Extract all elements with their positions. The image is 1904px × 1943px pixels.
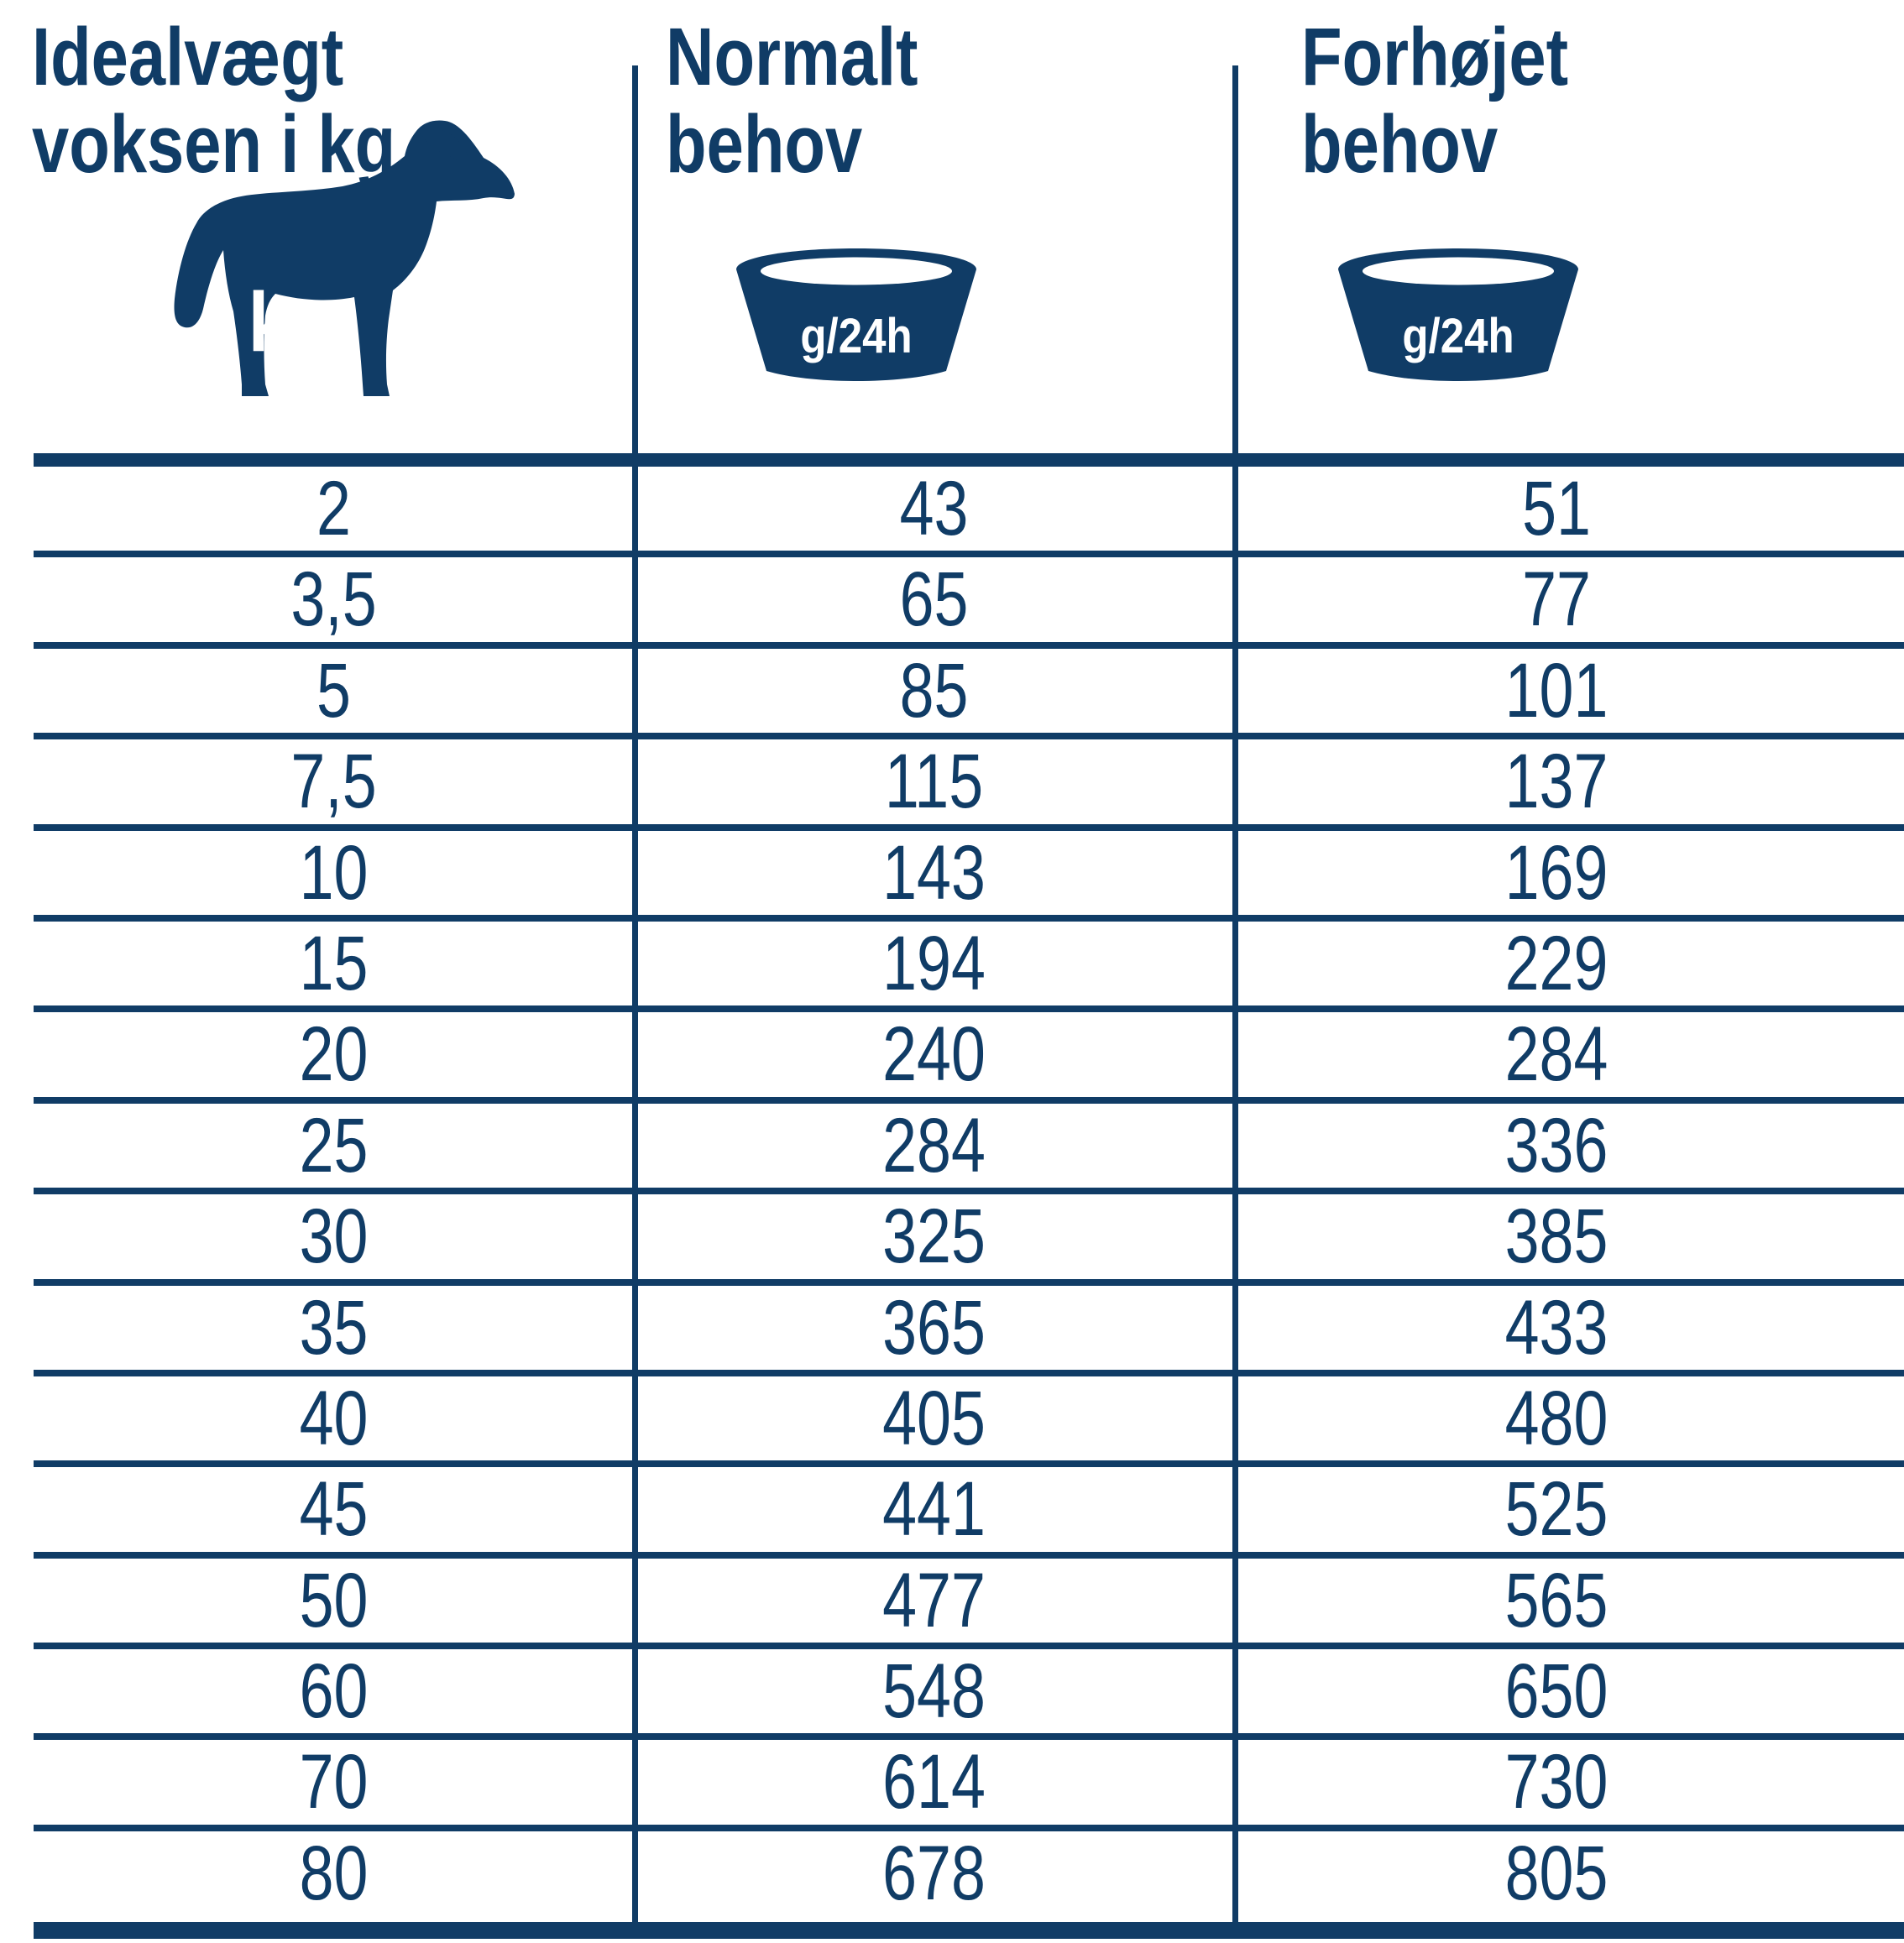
cell-ideal-weight: 20 (299, 1011, 369, 1098)
cell-increased-need: 137 (1504, 739, 1608, 825)
dog-kg-label: kg (248, 275, 337, 370)
header-line-2: voksen i kg (32, 98, 396, 190)
cell-increased-need: 805 (1504, 1830, 1608, 1916)
header-line-1: Forhøjet (1301, 11, 1569, 102)
cell-ideal-weight: 2 (316, 466, 351, 551)
cell-normal-need: 441 (882, 1466, 986, 1553)
cell-ideal-weight: 30 (299, 1193, 369, 1280)
column-header-normal-need (666, 13, 918, 188)
table-body (34, 467, 1904, 1922)
cell-normal-need: 284 (882, 1102, 986, 1188)
table-row (34, 1104, 1904, 1194)
cell-increased-need: 385 (1504, 1193, 1608, 1280)
cell-increased-need: 565 (1504, 1557, 1608, 1643)
table-row (34, 922, 1904, 1012)
cell-normal-need: 325 (882, 1193, 986, 1280)
header-line-1: Idealvægt (32, 11, 344, 102)
table-row (34, 1286, 1904, 1376)
header-rule (34, 453, 1904, 467)
cell-increased-need: 101 (1504, 647, 1608, 734)
cell-increased-need: 51 (1522, 466, 1591, 551)
cell-ideal-weight: 80 (299, 1830, 369, 1916)
table-row (34, 1649, 1904, 1740)
cell-normal-need: 43 (899, 466, 969, 551)
cell-normal-need: 477 (882, 1557, 986, 1643)
cell-increased-need: 525 (1504, 1466, 1608, 1553)
table-row (34, 1376, 1904, 1467)
bowl-silhouette (735, 247, 978, 383)
header-divider (632, 65, 638, 453)
cell-normal-need: 240 (882, 1011, 986, 1098)
bowl-unit-label: g/24h (1402, 308, 1514, 363)
cell-normal-need: 548 (882, 1648, 986, 1735)
header-line-2: behov (1301, 98, 1499, 190)
dog-silhouette (166, 114, 522, 403)
table-row (34, 1831, 1904, 1922)
cell-ideal-weight: 5 (316, 647, 351, 734)
column-header-increased-need (1301, 13, 1568, 188)
cell-normal-need: 614 (882, 1739, 986, 1825)
cell-increased-need: 336 (1504, 1102, 1608, 1188)
cell-normal-need: 365 (882, 1284, 986, 1371)
cell-normal-need: 194 (882, 920, 986, 1006)
cell-ideal-weight: 45 (299, 1466, 369, 1553)
cell-increased-need: 229 (1504, 920, 1608, 1006)
cell-normal-need: 85 (899, 647, 969, 734)
cell-ideal-weight: 7,5 (290, 739, 377, 825)
cell-increased-need: 480 (1504, 1375, 1608, 1461)
cell-increased-need: 650 (1504, 1648, 1608, 1735)
cell-ideal-weight: 60 (299, 1648, 369, 1735)
bowl-icon (735, 247, 978, 383)
cell-ideal-weight: 70 (299, 1739, 369, 1825)
table-row (34, 1740, 1904, 1831)
cell-increased-need: 433 (1504, 1284, 1608, 1371)
bowl-unit-label: g/24h (800, 308, 913, 363)
table-row (34, 557, 1904, 648)
table-row (34, 739, 1904, 830)
table-row (34, 1194, 1904, 1285)
header-divider (1232, 65, 1238, 453)
bowl-silhouette (1336, 247, 1580, 383)
cell-normal-need: 65 (899, 556, 969, 643)
cell-ideal-weight: 10 (299, 829, 369, 916)
cell-ideal-weight: 50 (299, 1557, 369, 1643)
cell-increased-need: 730 (1504, 1739, 1608, 1825)
cell-normal-need: 405 (882, 1375, 986, 1461)
table-row (34, 467, 1904, 557)
table-row (34, 1012, 1904, 1103)
table-row (34, 1467, 1904, 1558)
cell-ideal-weight: 35 (299, 1284, 369, 1371)
table-row (34, 831, 1904, 922)
cell-normal-need: 115 (884, 739, 984, 825)
table-row (34, 1559, 1904, 1649)
bowl-icon (1336, 247, 1580, 383)
cell-increased-need: 169 (1504, 829, 1608, 916)
header-line-2: behov (666, 98, 863, 190)
cell-increased-need: 284 (1504, 1011, 1608, 1098)
cell-increased-need: 77 (1522, 556, 1591, 643)
cell-normal-need: 678 (882, 1830, 986, 1916)
cell-ideal-weight: 3,5 (290, 556, 377, 643)
header-line-1: Normalt (666, 11, 918, 102)
cell-normal-need: 143 (882, 829, 986, 916)
cell-ideal-weight: 15 (299, 920, 369, 1006)
cell-ideal-weight: 25 (299, 1102, 369, 1188)
dog-icon (166, 114, 522, 403)
bottom-rule (34, 1922, 1904, 1939)
cell-ideal-weight: 40 (299, 1375, 369, 1461)
table-row (34, 649, 1904, 739)
